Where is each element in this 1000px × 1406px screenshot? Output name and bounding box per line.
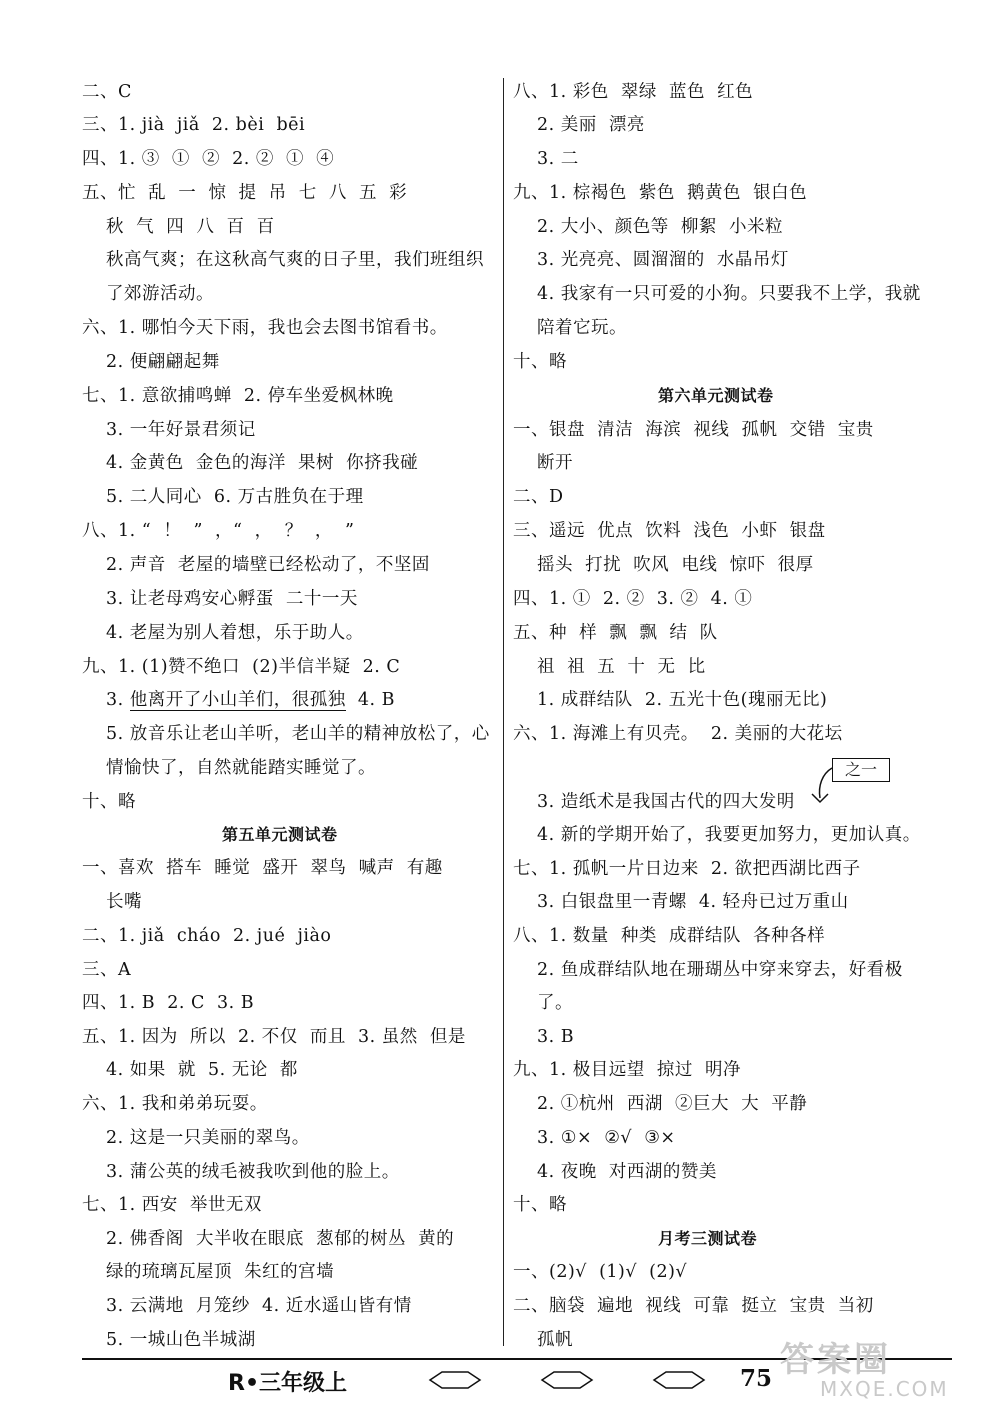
answer-line: 3. B: [537, 1027, 575, 1047]
answer-line: 情愉快了，自然就能踏实睡觉了。: [106, 758, 376, 778]
section-heading: 第五单元测试卷: [222, 825, 338, 844]
answer-line: 3. 造纸术是我国古代的四大发明: [537, 792, 795, 812]
section-heading: 月考三测试卷: [658, 1229, 758, 1248]
answer-line: 六、1. 哪怕今天下雨，我也会去图书馆看书。: [82, 318, 448, 338]
answer-line: 八、1. 数量 种类 成群结队 各种各样: [513, 926, 826, 946]
correction-insert-box: 之一: [832, 758, 890, 782]
correction-caret-icon: [808, 766, 840, 806]
answer-line: 4. 我家有一只可爱的小狗。只要我不上学，我就: [537, 284, 921, 304]
answer-line: 四、1. ③ ① ② 2. ② ① ④: [82, 149, 335, 169]
answer-line: 4. 新的学期开始了，我要更加努力，更加认真。: [537, 825, 921, 845]
section-heading: 第六单元测试卷: [658, 386, 774, 405]
answer-line: 4. 老屋为别人着想，乐于助人。: [106, 623, 364, 643]
answer-line: 1. 成群结队 2. 五光十色(瑰丽无比): [537, 690, 828, 710]
answer-line: 2. 大小、颜色等 柳絮 小米粒: [537, 217, 784, 237]
watermark-logo: [780, 1332, 990, 1402]
answer-line: 二、脑袋 遍地 视线 可靠 挺立 宝贵 当初: [513, 1296, 874, 1316]
watermark-top: 答案圈: [780, 1340, 891, 1380]
diamond-ornament-icon: [652, 1370, 706, 1390]
grade-label: R•三年级上: [228, 1371, 348, 1396]
column-divider: [503, 78, 504, 1346]
answer-line: 3. 云满地 月笼纱 4. 近水遥山皆有情: [106, 1296, 412, 1316]
answer-line: 秋高气爽；在这秋高气爽的日子里，我们班组织: [106, 250, 484, 270]
answer-line: 八、1. “ ！ ” ，“ ， ？ ， ”: [82, 521, 355, 541]
page-number: 75: [740, 1365, 773, 1392]
answer-line: 5. 二人同心 6. 万古胜负在于理: [106, 487, 364, 507]
watermark-bottom: MXQE.COM: [820, 1377, 949, 1401]
answer-line: 3. ①× ②√ ③×: [537, 1128, 676, 1148]
answer-line: 三、遥远 优点 饮料 浅色 小虾 银盘: [513, 521, 826, 541]
answer-line: 四、1. B 2. C 3. B: [82, 993, 255, 1013]
answer-line: 摇头 打扰 吹风 电线 惊吓 很厚: [537, 555, 814, 575]
answer-line: 五、忙 乱 一 惊 提 吊 七 八 五 彩: [82, 183, 408, 203]
answer-line: 3. 蒲公英的绒毛被我吹到他的脸上。: [106, 1162, 400, 1182]
answer-line: 二、D: [513, 487, 564, 507]
answer-line: 2. ①杭州 西湖 ②巨大 大 平静: [537, 1094, 808, 1114]
answer-line: 3. 他离开了小山羊们，很孤独 4. B: [106, 690, 396, 710]
answer-line: 4. 金黄色 金色的海洋 果树 你挤我碰: [106, 453, 419, 473]
answer-line: 一、银盘 清洁 海滨 视线 孤帆 交错 宝贵: [513, 420, 874, 440]
answer-line: 4. 夜晚 对西湖的赞美: [537, 1162, 717, 1182]
answer-line: 2. 便翩翩起舞: [106, 352, 220, 372]
answer-line: 三、A: [82, 960, 132, 980]
answer-line: 二、C: [82, 82, 132, 102]
answer-line: 八、1. 彩色 翠绿 蓝色 红色: [513, 82, 754, 102]
answer-line: 七、1. 意欲捕鸣蝉 2. 停车坐爱枫林晚: [82, 386, 394, 406]
answer-line: 五、种 样 飘 飘 结 队: [513, 623, 718, 643]
answer-line: 5. 放音乐让老山羊听，老山羊的精神放松了，心: [106, 724, 490, 744]
answer-line: 陪着它玩。: [537, 318, 627, 338]
answer-line: 九、1. 极目远望 掠过 明净: [513, 1060, 742, 1080]
answer-line: 2. 这是一只美丽的翠鸟。: [106, 1128, 310, 1148]
answer-line: 长嘴: [106, 892, 142, 912]
answer-line: 一、(2)√ (1)√ (2)√: [513, 1262, 688, 1282]
answer-line: 秋 气 四 八 百 百: [106, 217, 275, 237]
answer-line: 3. 白银盘里一青螺 4. 轻舟已过万重山: [537, 892, 849, 912]
answer-line: 十、略: [82, 792, 136, 812]
answer-line: 3. 一年好景君须记: [106, 420, 256, 440]
answer-line: 七、1. 西安 举世无双: [82, 1195, 262, 1215]
answer-line: 祖 祖 五 十 无 比: [537, 657, 706, 677]
answer-line: 3. 二: [537, 149, 579, 169]
answer-line: 2. 声音 老屋的墙壁已经松动了，不坚固: [106, 555, 430, 575]
answer-line: 四、1. ① 2. ② 3. ② 4. ①: [513, 589, 753, 609]
answer-line: 了。: [537, 993, 573, 1013]
answer-line: 4. 如果 就 5. 无论 都: [106, 1060, 298, 1080]
answer-line: 孤帆: [537, 1330, 573, 1350]
answer-line: 3. 让老母鸡安心孵蛋 二十一天: [106, 589, 358, 609]
answer-line: 六、1. 我和弟弟玩耍。: [82, 1094, 268, 1114]
answer-line: 一、喜欢 搭车 睡觉 盛开 翠鸟 喊声 有趣: [82, 858, 443, 878]
answer-line: 九、1. (1)赞不绝口 (2)半信半疑 2. C: [82, 657, 401, 677]
answer-line: 九、1. 棕褐色 紫色 鹅黄色 银白色: [513, 183, 808, 203]
answer-line: 十、略: [513, 1195, 567, 1215]
answer-line: 二、1. jiǎ cháo 2. jué jiào: [82, 926, 332, 946]
answer-line: 三、1. jià jiǎ 2. bèi bēi: [82, 115, 306, 135]
answer-line: 2. 鱼成群结队地在珊瑚丛中穿来穿去，好看极: [537, 960, 903, 980]
answer-line: 五、1. 因为 所以 2. 不仅 而且 3. 虽然 但是: [82, 1027, 466, 1047]
answer-line: 十、略: [513, 352, 567, 372]
answer-line: 了郊游活动。: [106, 284, 214, 304]
answer-line: 断开: [537, 453, 573, 473]
answer-line: 3. 光亮亮、圆溜溜的 水晶吊灯: [537, 250, 789, 270]
answer-line: 5. 一城山色半城湖: [106, 1330, 256, 1350]
diamond-ornament-icon: [428, 1370, 482, 1390]
answer-line: 七、1. 孤帆一片日边来 2. 欲把西湖比西子: [513, 859, 861, 879]
answer-line: 2. 美丽 漂亮: [537, 115, 645, 135]
answer-line: 2. 佛香阁 大半收在眼底 葱郁的树丛 黄的: [106, 1229, 455, 1249]
diamond-ornament-icon: [540, 1370, 594, 1390]
answer-line: 六、1. 海滩上有贝壳。 2. 美丽的大花坛: [513, 724, 843, 744]
answer-line: 绿的琉璃瓦屋顶 朱红的宫墙: [106, 1262, 335, 1282]
